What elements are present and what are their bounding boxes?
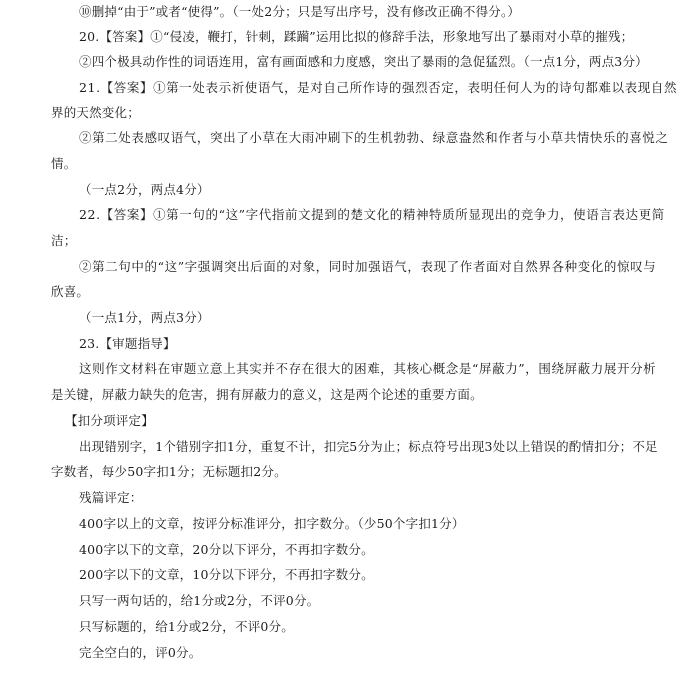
text-line-q21-answer-2a: ②第二处表感叹语气，突出了小草在大雨冲刷下的生机勃勃、绿意盎然和作者与小草共情快乐的喜悦之	[79, 130, 669, 145]
text-line-deduction-a: 出现错别字，1个错别字扣1分，重复不计，扣完5分为止；标点符号出现3处以上错误的酌情扣分；不足	[79, 439, 658, 454]
text-line-rule-blank: 完全空白的，评0分。	[79, 645, 202, 660]
text-line-q20-answer-1: 20.【答案】①“侵凌，鞭打，针刺，蹂躏”运用比拟的修辞手法，形象地写出了暴雨对小草的摧残；	[79, 29, 634, 44]
text-line-rule-title-only: 只写标题的，给1分或2分，不评0分。	[79, 619, 294, 634]
text-line-q22-answer-2b: 欣喜。	[51, 284, 90, 299]
text-line-q21-score: （一点2分，两点4分）	[79, 182, 210, 197]
text-line-q23-heading: 23.【审题指导】	[79, 336, 176, 351]
text-line-q20-answer-2: ②四个极具动作性的词语连用，富有画面感和力度感，突出了暴雨的急促猛烈。（一点1分，两点3分）	[79, 54, 648, 69]
text-line-q22-score: （一点1分，两点3分）	[79, 310, 210, 325]
text-line-q21-answer-1a: 21.【答案】①第一处表示祈使语气，是对自己所作诗的强烈否定，表明任何人为的诗句都难以表现自然	[79, 80, 678, 95]
text-line-rule-sentences: 只写一两句话的，给1分或2分，不评0分。	[79, 593, 320, 608]
text-line-q22-answer-1a: 22.【答案】①第一句的“这”字代指前文提到的楚文化的精神特质所显现出的竞争力，使语言表达更简	[79, 207, 665, 222]
text-line-q19-item10: ⑩删掉“由于”或者“使得”。（一处2分；只是写出序号，没有修改正确不得分。）	[79, 4, 521, 19]
text-line-q23-guide-b: 是关键，屏蔽力缺失的危害，拥有屏蔽力的意义，这是两个论述的重要方面。	[51, 387, 483, 402]
text-line-incomplete-heading: 残篇评定：	[79, 490, 143, 505]
text-line-deduction-heading: 【扣分项评定】	[65, 413, 154, 428]
text-line-q21-answer-2b: 情。	[51, 156, 77, 171]
text-line-q23-guide-a: 这则作文材料在审题立意上其实并不存在很大的困难，其核心概念是“屏蔽力”，围绕屏蔽力展开分析	[79, 361, 657, 376]
text-line-q22-answer-2a: ②第二句中的“这”字强调突出后面的对象，同时加强语气，表现了作者面对自然界各种变化的惊叹与	[79, 259, 657, 274]
text-line-rule-400-above: 400字以上的文章，按评分标准评分，扣字数分。（少50个字扣1分）	[79, 516, 465, 531]
text-line-q21-answer-1b: 界的天然变化；	[51, 105, 140, 120]
text-line-rule-200-below: 200字以下的文章，10分以下评分，不再扣字数分。	[79, 567, 374, 582]
text-line-q22-answer-1b: 洁；	[51, 233, 77, 248]
text-line-rule-400-below: 400字以下的文章，20分以下评分，不再扣字数分。	[79, 542, 374, 557]
text-line-deduction-b: 字数者，每少50字扣1分；无标题扣2分。	[51, 464, 287, 479]
